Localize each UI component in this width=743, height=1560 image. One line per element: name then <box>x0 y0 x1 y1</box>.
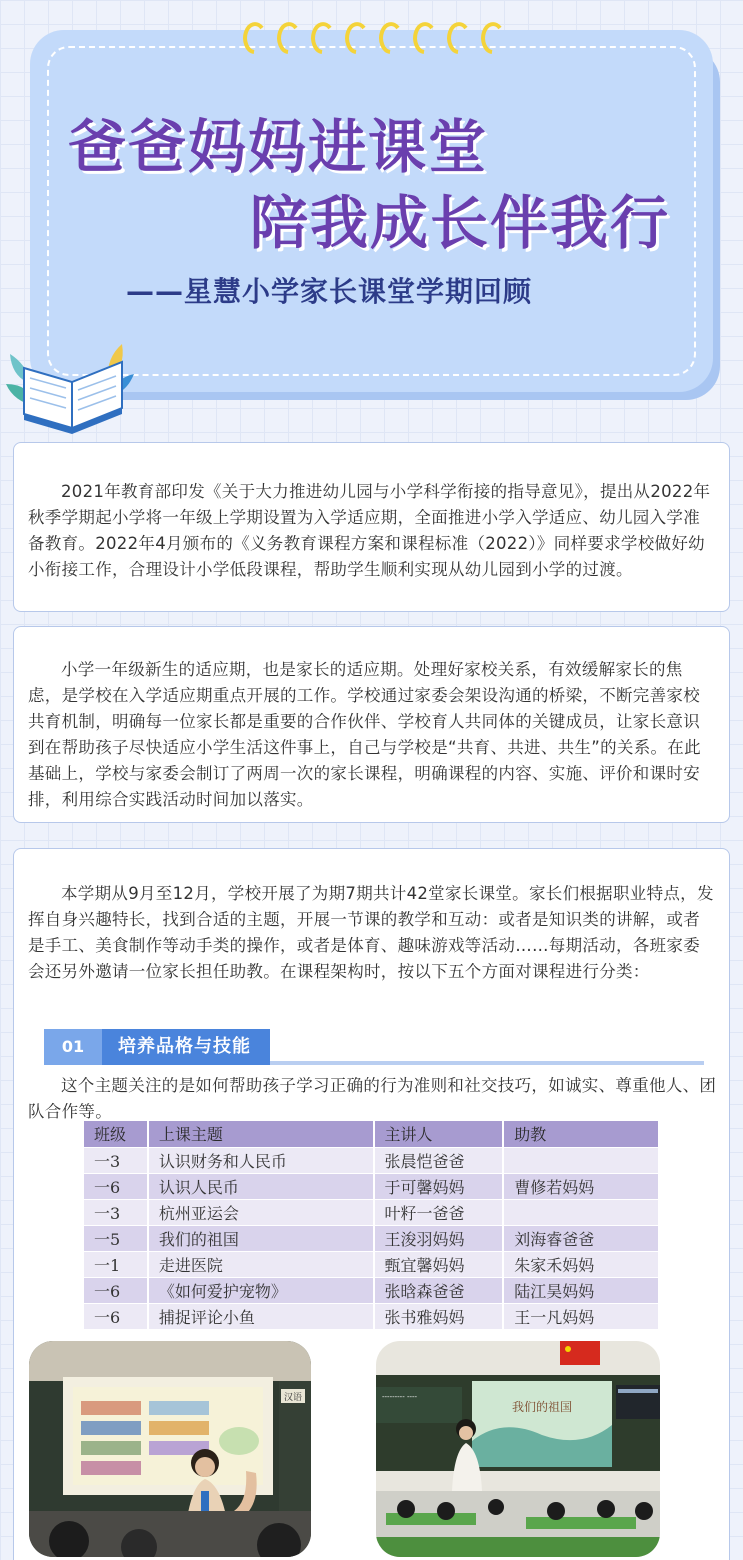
table-cell: 捕捉评论小鱼 <box>148 1303 374 1329</box>
binder-rings-icon <box>236 12 506 60</box>
adaptation-text-box <box>13 626 730 823</box>
classroom-photo-motherland-lesson <box>376 1341 660 1557</box>
projector-screen-text: 我们的祖国 <box>511 1400 573 1414</box>
page-title-line2: 陪我成长伴我行 <box>250 189 671 257</box>
table-header-lecturer: 主讲人 <box>374 1121 504 1147</box>
table-cell: 张书雅妈妈 <box>374 1303 504 1329</box>
table-row <box>84 1251 659 1277</box>
classroom-photo-money-lesson <box>29 1341 311 1557</box>
table-cell: 张晨恺爸爸 <box>374 1147 504 1173</box>
table-cell: 一6 <box>84 1173 148 1199</box>
table-row <box>84 1303 659 1329</box>
photo1-wall-label: 汉语 <box>283 1393 303 1403</box>
intro-text-box <box>13 442 730 612</box>
table-cell: 认识财务和人民币 <box>148 1147 374 1173</box>
table-row <box>84 1173 659 1199</box>
table-row <box>84 1199 659 1225</box>
table-cell: 叶籽一爸爸 <box>374 1199 504 1225</box>
table-row <box>84 1147 659 1173</box>
table-header-topic: 上课主题 <box>148 1121 374 1147</box>
table-cell: 认识人民币 <box>148 1173 374 1199</box>
table-row <box>84 1277 659 1303</box>
table-cell: 一5 <box>84 1225 148 1251</box>
table-cell: 一6 <box>84 1303 148 1329</box>
table-cell <box>503 1199 659 1225</box>
semester-text-box <box>13 848 730 1560</box>
table-cell: 于可馨妈妈 <box>374 1173 504 1199</box>
section-description-text: 这个主题关注的是如何帮助孩子学习正确的行为准则和社交技巧，如诚实、尊重他人、团队合作等。 <box>28 1076 717 1121</box>
table-cell: 曹修若妈妈 <box>503 1173 659 1199</box>
table-cell: 走进医院 <box>148 1251 374 1277</box>
classroom-photo-2-image <box>376 1341 660 1557</box>
table-cell: 一3 <box>84 1147 148 1173</box>
section-description <box>28 1073 718 1125</box>
paragraph-semester: 本学期从9月至12月，学校开展了为期7期共计42堂家长课堂。家长们根据职业特点，发挥自身兴趣特长，找到合适的主题，开展一节课的教学和互动：或者是知识类的讲解，或者是手工、美食制作等动手类的操作，或者是体育、趣味游戏等活动……每期活动，各班家委会还另外邀请一位家长担任助教。在课程架构时，按以下五个方面对课程进行分类： <box>28 884 714 981</box>
table-cell: 一1 <box>84 1251 148 1277</box>
section-number: 01 <box>44 1029 102 1065</box>
page-title-line1: 爸爸妈妈进课堂 <box>68 113 489 181</box>
table-cell: 甄宜馨妈妈 <box>374 1251 504 1277</box>
table-cell: 我们的祖国 <box>148 1225 374 1251</box>
svg-text:--------- ----: --------- ---- <box>382 1393 418 1401</box>
section-title: 培养品格与技能 <box>102 1029 270 1065</box>
open-book-icon <box>2 334 142 434</box>
paragraph-policy: 2021年教育部印发《关于大力推进幼儿园与小学科学衔接的指导意见》，提出从2022年秋季学期起小学将一年级上学期设置为入学适应期，全面推进小学入学适应、幼儿园入学准备教育。2022年4月颁布的《义务教育课程方案和课程标准（2022）》同样要求学校做好幼小衔接工作，合理设计小学低段课程，帮助学生顺利实现从幼儿园到小学的过渡。 <box>28 482 711 579</box>
section-header <box>44 1029 704 1069</box>
table-cell: 一3 <box>84 1199 148 1225</box>
table-cell: 杭州亚运会 <box>148 1199 374 1225</box>
table-cell <box>503 1147 659 1173</box>
table-header-assistant: 助教 <box>503 1121 659 1147</box>
table-cell: 王浚羽妈妈 <box>374 1225 504 1251</box>
table-cell: 陆江昊妈妈 <box>503 1277 659 1303</box>
paragraph-adaptation: 小学一年级新生的适应期，也是家长的适应期。处理好家校关系，有效缓解家长的焦虑，是学校在入学适应期重点开展的工作。学校通过家委会架设沟通的桥梁，不断完善家校共育机制，明确每一位家长都是重要的合作伙伴、学校育人共同体的关键成员，让家长意识到在帮助孩子尽快适应小学生活这件事上，自己与学校是“共育、共进、共生”的关系。在此基础上，学校与家委会制订了两周一次的家长课程，明确课程的内容、实施、评价和课时安排，利用综合实践活动时间加以落实。 <box>28 660 701 809</box>
table-row <box>84 1225 659 1251</box>
table-header-row <box>84 1121 659 1147</box>
table-cell: 张晗森爸爸 <box>374 1277 504 1303</box>
table-cell: 王一凡妈妈 <box>503 1303 659 1329</box>
page-subtitle: ——星慧小学家长课堂学期回顾 <box>126 275 533 308</box>
table-cell: 《如何爱护宠物》 <box>148 1277 374 1303</box>
table-cell: 刘海睿爸爸 <box>503 1225 659 1251</box>
table-cell: 一6 <box>84 1277 148 1303</box>
classroom-photo-1-image <box>29 1341 311 1557</box>
table-header-class: 班级 <box>84 1121 148 1147</box>
parent-lessons-table <box>84 1121 660 1329</box>
table-cell: 朱家禾妈妈 <box>503 1251 659 1277</box>
